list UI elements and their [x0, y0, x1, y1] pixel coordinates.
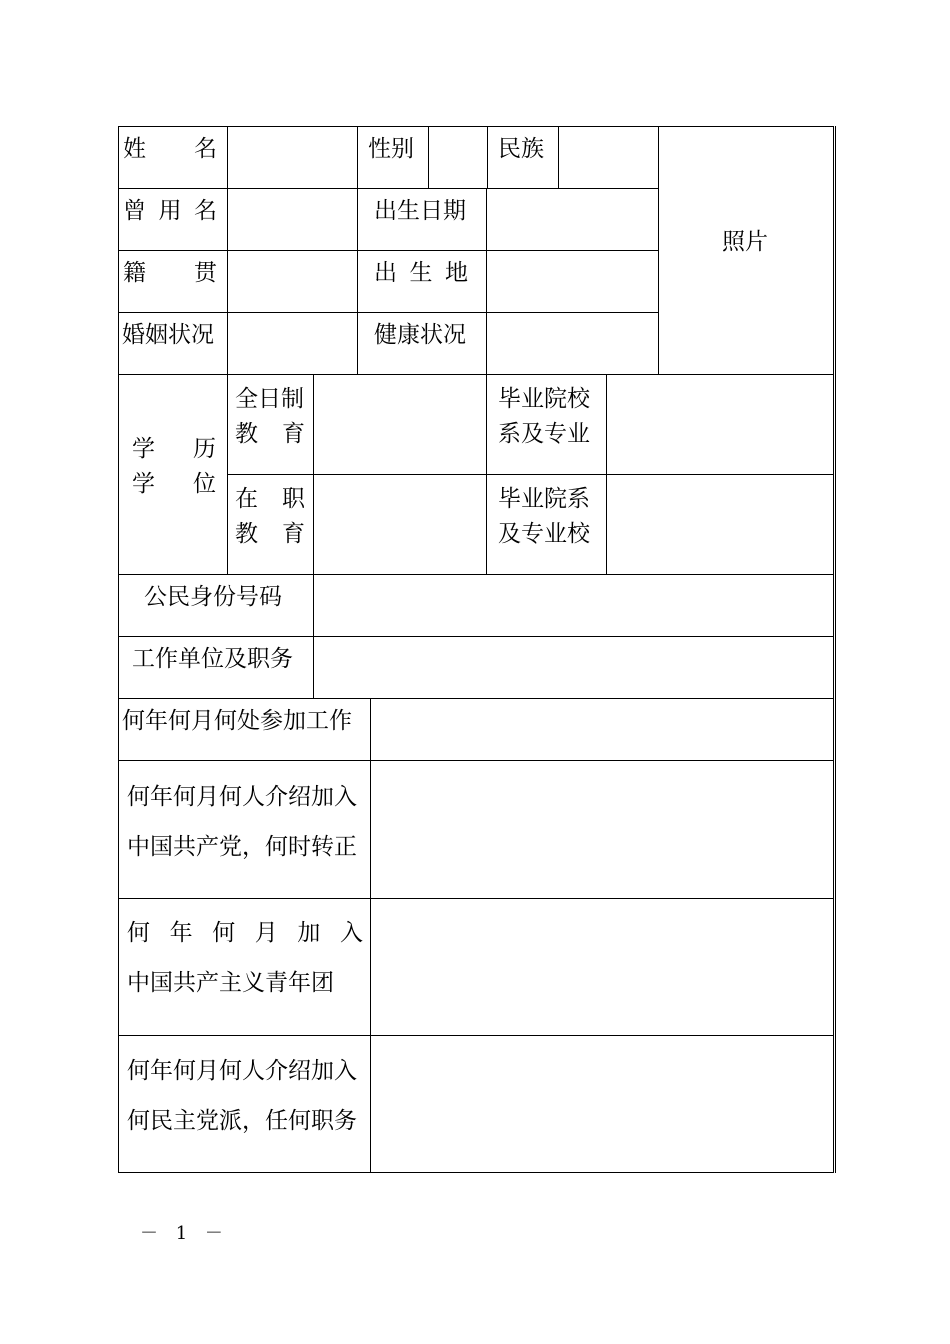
native-place-field[interactable]	[228, 251, 357, 312]
name-field[interactable]	[228, 127, 357, 188]
birthplace-field[interactable]	[487, 251, 658, 312]
page-number: － 1 －	[140, 1223, 229, 1244]
democratic-party-field[interactable]	[371, 1036, 833, 1172]
work-start-label: 何年何月何处参加工作	[122, 708, 352, 734]
name-label: 姓 名	[123, 136, 217, 162]
party-join-label-line2: 中国共产党，何时转正	[127, 834, 357, 860]
employer-label: 工作单位及职务	[132, 646, 293, 672]
former-name-field[interactable]	[228, 189, 357, 250]
fulltime-label-line2: 教 育	[235, 421, 305, 447]
ethnicity-label: 民族	[498, 136, 544, 162]
marital-status-field[interactable]	[228, 313, 357, 374]
id-number-label: 公民身份号码	[144, 584, 282, 610]
health-status-label: 健康状况	[374, 322, 466, 348]
inservice-label-line1: 在 职	[235, 486, 305, 512]
graduate-school-label-1-line2: 系及专业	[498, 421, 590, 447]
former-name-label: 曾 用 名	[123, 198, 217, 224]
inservice-label-line2: 教 育	[235, 521, 305, 547]
democratic-party-label-line1: 何年何月何人介绍加入	[127, 1058, 357, 1084]
photo-field[interactable]	[659, 127, 833, 374]
fulltime-label-line1: 全日制	[235, 386, 304, 412]
party-join-label-line1: 何年何月何人介绍加入	[127, 784, 357, 810]
ethnicity-field[interactable]	[559, 127, 658, 188]
gender-field[interactable]	[429, 127, 487, 188]
education-label-line1: 学 历	[132, 436, 216, 462]
gender-label: 性别	[368, 136, 414, 162]
photo-label: 照片	[722, 229, 768, 255]
fulltime-education-field[interactable]	[314, 375, 486, 474]
league-join-field[interactable]	[371, 899, 833, 1035]
inservice-school-field[interactable]	[607, 475, 833, 574]
employer-field[interactable]	[314, 637, 833, 698]
league-join-label-line1: 何 年 何 月 加 入	[127, 920, 363, 946]
marital-status-label: 婚姻状况	[122, 322, 214, 348]
work-start-field[interactable]	[371, 699, 833, 760]
birthplace-label: 出 生 地	[374, 260, 468, 286]
inservice-education-field[interactable]	[314, 475, 486, 574]
birth-date-field[interactable]	[487, 189, 658, 250]
democratic-party-label-line2: 何民主党派，任何职务	[127, 1108, 357, 1134]
graduate-school-label-1-line1: 毕业院校	[498, 386, 590, 412]
graduate-school-label-2-line2: 及专业校	[498, 521, 590, 547]
party-join-field[interactable]	[371, 761, 833, 898]
league-join-label-line2: 中国共产主义青年团	[127, 970, 334, 996]
birth-date-label: 出生日期	[374, 198, 466, 224]
fulltime-school-field[interactable]	[607, 375, 833, 474]
native-place-label: 籍 贯	[123, 260, 217, 286]
id-number-field[interactable]	[314, 575, 833, 636]
education-label-line2: 学 位	[132, 471, 216, 497]
health-status-field[interactable]	[487, 313, 658, 374]
graduate-school-label-2-line1: 毕业院系	[498, 486, 590, 512]
